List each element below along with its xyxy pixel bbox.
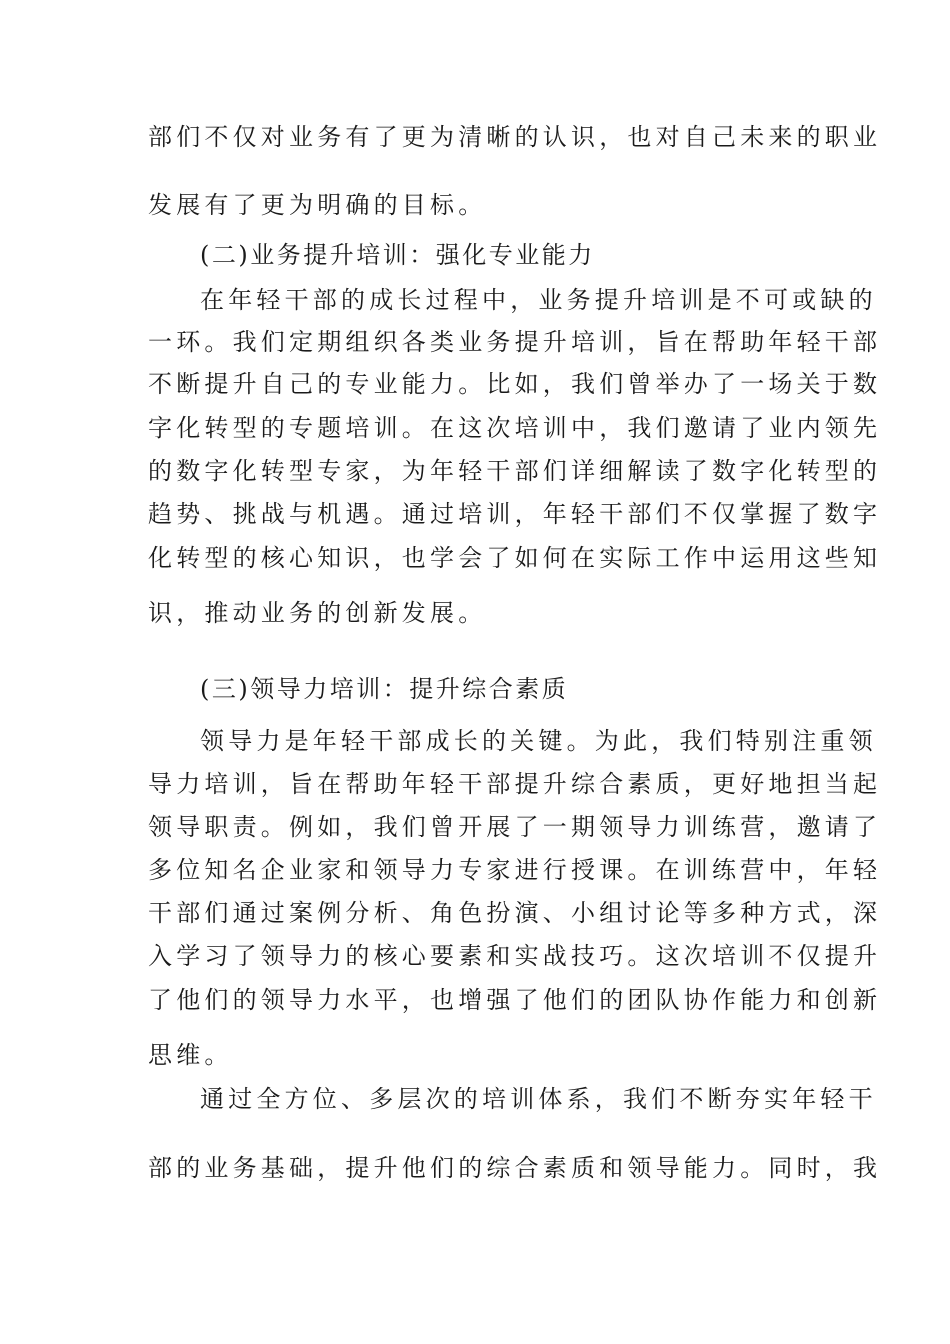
paragraph-first-line: 在年轻干部的成长过程中，业务提升培训是不可或缺的 [200, 286, 877, 314]
paragraph-first-line: 通过全方位、多层次的培训体系，我们不断夯实年轻干 [200, 1085, 877, 1113]
body-text-line: 不断提升自己的专业能力。比如，我们曾举办了一场关于数 [148, 370, 882, 398]
body-text-line: 部的业务基础，提升他们的综合素质和领导能力。同时，我 [148, 1154, 882, 1182]
body-text-line: 字化转型的专题培训。在这次培训中，我们邀请了业内领先 [148, 414, 882, 442]
body-text-line: 干部们通过案例分析、角色扮演、小组讨论等多种方式，深 [148, 899, 882, 927]
body-text-line: 一环。我们定期组织各类业务提升培训，旨在帮助年轻干部 [148, 328, 882, 356]
body-text-line: 导力培训，旨在帮助年轻干部提升综合素质，更好地担当起 [148, 770, 882, 798]
paragraph-first-line: 领导力是年轻干部成长的关键。为此，我们特别注重领 [200, 727, 877, 755]
body-text-line: 入学习了领导力的核心要素和实战技巧。这次培训不仅提升 [148, 942, 882, 970]
section-heading-2: (二)业务提升培训：强化专业能力 [200, 241, 595, 269]
body-text-line: 化转型的核心知识，也学会了如何在实际工作中运用这些知 [148, 544, 882, 572]
body-text-line: 思维。 [148, 1041, 233, 1069]
body-text-line: 多位知名企业家和领导力专家进行授课。在训练营中，年轻 [148, 856, 882, 884]
body-text-line: 识，推动业务的创新发展。 [148, 599, 487, 627]
body-text-line: 的数字化转型专家，为年轻干部们详细解读了数字化转型的 [148, 457, 882, 485]
body-text-line: 趋势、挑战与机遇。通过培训，年轻干部们不仅掌握了数字 [148, 500, 882, 528]
body-text-line: 发展有了更为明确的目标。 [148, 191, 487, 219]
section-heading-3: (三)领导力培训：提升综合素质 [200, 675, 569, 703]
body-text-line: 了他们的领导力水平，也增强了他们的团队协作能力和创新 [148, 986, 882, 1014]
body-text-line: 领导职责。例如，我们曾开展了一期领导力训练营，邀请了 [148, 813, 882, 841]
body-text-line: 部们不仅对业务有了更为清晰的认识，也对自己未来的职业 [148, 123, 882, 151]
